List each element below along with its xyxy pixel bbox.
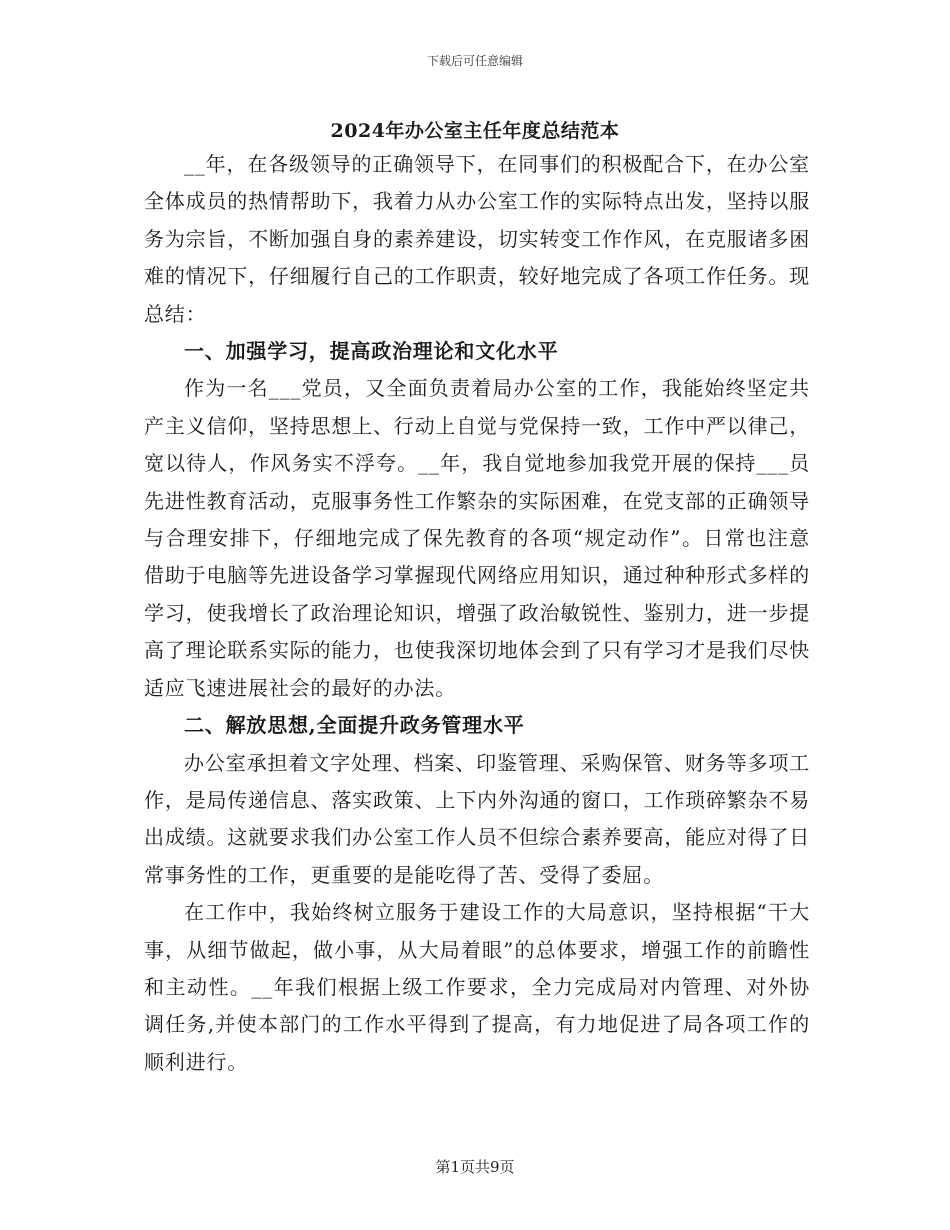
section-1-heading: 一、加强学习，提高政治理论和文化水平 [184,339,559,364]
document-title: 2024年办公室主任年度总结范本 [330,120,620,142]
section-2-heading: 二、解放思想,全面提升政务管理水平 [184,713,525,738]
section-2-paragraph-2: 在工作中，我始终树立服务于建设工作的大局意识，坚持根据“干大事，从细节做起，做小事，从大局着眼”的总体要求，增强工作的前瞻性和主动性。__年我们根据上级工作要求，全力完成局对内管理、对外协调任务,并使本部门的工作水平得到了提高，有力地促进了局各项工作的顺利进行。 [144,900,810,1074]
section-1-paragraph: 作为一名___党员，又全面负责着局办公室的工作，我能始终坚定共产主义信仰，坚持思想上、行动上自觉与党保持一致，工作中严以律己，宽以待人，作风务实不浮夸。__年，我自觉地参加我党开展的保持___员先进性教育活动，克服事务性工作繁杂的实际困难，在党支部的正确领导与合理安排下，仔细地完成了保先教育的各项“规定动作”。日常也注意借助于电脑等先进设备学习掌握现代网络应用知识，通过种种形式多样的学习，使我增长了政治理论知识，增强了政治敏锐性、鉴别力，进一步提高了理论联系实际的能力，也使我深切地体会到了只有学习才是我们尽快适应飞速进展社会的最好的办法。 [144,376,810,700]
header-note: 下载后可任意编辑 [426,54,523,68]
page-number: 第1页共9页 [435,1158,515,1176]
section-2-paragraph-1: 办公室承担着文字处理、档案、印鉴管理、采购保管、财务等多项工作，是局传递信息、落实政策、上下内外沟通的窗口，工作琐碎繁杂不易出成绩。这就要求我们办公室工作人员不但综合素养要高，能应对得了日常事务性的工作，更重要的是能吃得了苦、受得了委屈。 [144,750,810,887]
document-body [144,146,810,1081]
intro-paragraph: __年，在各级领导的正确领导下，在同事们的积极配合下，在办公室全体成员的热情帮助下，我着力从办公室工作的实际特点出发，坚持以服务为宗旨，不断加强自身的素养建设，切实转变工作作风，在克服诸多困难的情况下，仔细履行自己的工作职责，较好地完成了各项工作任务。现总结： [144,152,810,326]
